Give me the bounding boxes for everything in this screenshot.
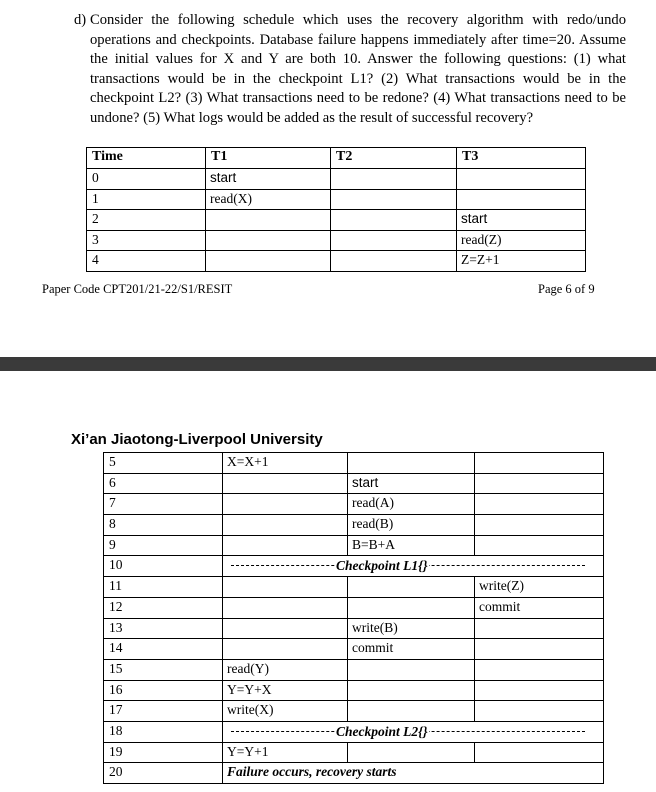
table-row	[104, 597, 604, 618]
header-t2: T2	[331, 148, 457, 169]
time-cell: 5	[104, 453, 223, 474]
time-cell: 19	[104, 742, 223, 763]
t2-cell	[331, 210, 457, 231]
t1-cell	[206, 230, 331, 251]
t3-cell	[475, 515, 604, 536]
t2-cell	[348, 742, 475, 763]
time-cell: 1	[87, 189, 206, 210]
t3-cell: read(Z)	[457, 230, 586, 251]
time-cell: 15	[104, 659, 223, 680]
t2-cell	[348, 701, 475, 722]
failure-cell	[223, 763, 604, 784]
table-row	[104, 659, 604, 680]
time-cell: 4	[87, 251, 206, 272]
t3-cell: commit	[475, 597, 604, 618]
t3-cell	[475, 535, 604, 556]
table-row	[104, 639, 604, 660]
time-cell: 20	[104, 763, 223, 784]
time-cell: 3	[87, 230, 206, 251]
t1-cell: X=X+1	[223, 453, 348, 474]
time-cell: 6	[104, 473, 223, 494]
time-cell: 8	[104, 515, 223, 536]
header-t1: T1	[206, 148, 331, 169]
t1-cell: start	[206, 169, 331, 190]
table-row	[87, 189, 586, 210]
t1-cell: Y=Y+1	[223, 742, 348, 763]
t3-cell: Z=Z+1	[457, 251, 586, 272]
t2-cell	[331, 230, 457, 251]
t2-cell	[348, 597, 475, 618]
table-row	[104, 763, 604, 784]
time-cell: 0	[87, 169, 206, 190]
t1-cell	[223, 577, 348, 598]
paper-code: Paper Code CPT201/21-22/S1/RESIT	[42, 282, 233, 296]
t2-cell	[331, 251, 457, 272]
t3-cell	[457, 189, 586, 210]
t3-cell	[475, 453, 604, 474]
table-row	[87, 251, 586, 272]
failure-note: Failure occurs, recovery starts	[227, 764, 397, 780]
t1-cell	[223, 639, 348, 660]
table-row	[104, 453, 604, 474]
t3-cell	[475, 618, 604, 639]
question-block	[74, 11, 626, 129]
t2-cell	[348, 453, 475, 474]
time-cell: 14	[104, 639, 223, 660]
t1-cell	[223, 535, 348, 556]
time-cell: 2	[87, 210, 206, 231]
t1-cell: read(Y)	[223, 659, 348, 680]
time-cell: 17	[104, 701, 223, 722]
checkpoint-label: Checkpoint L1{}	[336, 558, 428, 574]
checkpoint-cell	[223, 721, 604, 742]
t2-cell: commit	[348, 639, 475, 660]
t3-cell	[475, 473, 604, 494]
time-cell: 7	[104, 494, 223, 515]
table-row	[104, 618, 604, 639]
t2-cell: start	[348, 473, 475, 494]
t3-cell	[475, 701, 604, 722]
checkpoint-cell	[223, 556, 604, 577]
t3-cell	[475, 659, 604, 680]
t1-cell	[206, 251, 331, 272]
t3-cell	[475, 639, 604, 660]
university-header: Xi’an Jiaotong-Liverpool University	[71, 431, 323, 448]
time-cell: 11	[104, 577, 223, 598]
schedule-table-part1	[86, 147, 586, 272]
table-row	[87, 230, 586, 251]
t2-cell	[348, 577, 475, 598]
page-number: Page 6 of 9	[538, 282, 595, 296]
t2-cell: read(B)	[348, 515, 475, 536]
t2-cell: B=B+A	[348, 535, 475, 556]
table-row	[104, 577, 604, 598]
t3-cell	[475, 742, 604, 763]
question-label: d)	[74, 12, 87, 28]
t1-cell	[223, 618, 348, 639]
t1-cell: write(X)	[223, 701, 348, 722]
t2-cell	[348, 680, 475, 701]
table-row	[104, 742, 604, 763]
time-cell: 12	[104, 597, 223, 618]
table-row	[104, 556, 604, 577]
table-row	[87, 210, 586, 231]
t2-cell	[331, 169, 457, 190]
t2-cell	[331, 189, 457, 210]
table-row	[104, 701, 604, 722]
table-row	[104, 515, 604, 536]
t1-cell	[223, 515, 348, 536]
time-cell: 9	[104, 535, 223, 556]
table-row	[104, 721, 604, 742]
table-row	[87, 169, 586, 190]
time-cell: 13	[104, 618, 223, 639]
t1-cell: Y=Y+X	[223, 680, 348, 701]
time-cell: 16	[104, 680, 223, 701]
header-time: Time	[87, 148, 206, 169]
page-separator	[0, 357, 656, 371]
t3-cell: start	[457, 210, 586, 231]
t2-cell: read(A)	[348, 494, 475, 515]
t3-cell	[457, 169, 586, 190]
table-row	[104, 680, 604, 701]
t3-cell	[475, 494, 604, 515]
t2-cell: write(B)	[348, 618, 475, 639]
t1-cell	[223, 597, 348, 618]
header-t3: T3	[457, 148, 586, 169]
checkpoint-label: Checkpoint L2{}	[336, 723, 428, 739]
table-row	[104, 535, 604, 556]
question-text: Consider the following schedule which uses the recovery algorithm with redo/undo operations and checkpoints. Database failure happens immediately after time=20. Assume the initial values for X and Y are both 10. Answer the following questions: (1) what transactions would be in the checkpoint L1? (2) What transactions would be in the checkpoint L2? (3) What transactions need to be redone? (4) What transactions need to be undone? (5) What logs would be added as the result of successful recovery?	[90, 12, 626, 126]
t1-cell: read(X)	[206, 189, 331, 210]
table-row	[104, 494, 604, 515]
t1-cell	[223, 494, 348, 515]
t2-cell	[348, 659, 475, 680]
time-cell: 10	[104, 556, 223, 577]
t1-cell	[206, 210, 331, 231]
table-header-row	[87, 148, 586, 169]
schedule-table-part2	[103, 452, 604, 784]
time-cell: 18	[104, 721, 223, 742]
t3-cell	[475, 680, 604, 701]
t1-cell	[223, 473, 348, 494]
t3-cell: write(Z)	[475, 577, 604, 598]
table-row	[104, 473, 604, 494]
